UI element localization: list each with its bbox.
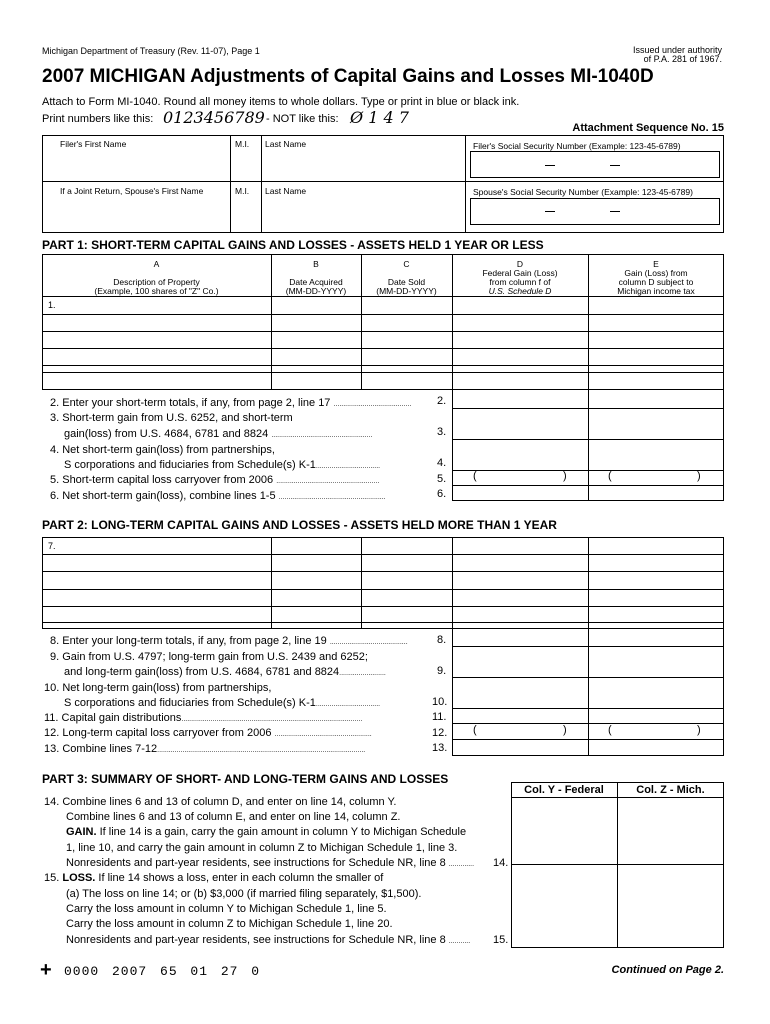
col-d-desc-2: from column f of: [489, 277, 551, 287]
line-12-e-close-paren: ): [697, 724, 701, 736]
line-9a-text: 9. Gain from U.S. 4797; long-term gain from U.S. 2439 and 6252;: [50, 651, 368, 663]
attachment-sequence: Attachment Sequence No. 15: [572, 122, 724, 134]
col-a-letter: A: [153, 259, 160, 269]
form-title: 2007 MICHIGAN Adjustments of Capital Gains and Losses MI-1040D: [42, 66, 654, 87]
spouse-mi-label: M.I.: [235, 186, 250, 196]
line-9b-text: and long-term gain(loss) from U.S. 4684, 6781 and 8824........................: [64, 666, 386, 678]
line-10a-text: 10. Net long-term gain(loss) from partnerships,: [44, 682, 272, 694]
part2-table: [42, 537, 724, 629]
part3-heading: PART 3: SUMMARY OF SHORT- AND LONG-TERM GAINS AND LOSSES: [42, 772, 449, 786]
line-6-text: 6. Net short-term gain(loss), combine lines 1-5 .......................................................: [50, 490, 386, 502]
line-3b-text: gain(loss) from U.S. 4684, 6781 and 8824 ....................................................: [64, 428, 373, 440]
line-15b-text: (a) The loss on line 14; or (b) $3,000 (if married filing separately, $1,500).: [66, 888, 422, 900]
continued-note: Continued on Page 2.: [611, 964, 724, 976]
line-4-number: 4.: [437, 457, 447, 469]
line-5-e-close-paren: ): [697, 470, 701, 482]
line-15a-text: 15. LOSS. If line 14 shows a loss, enter in each column the smaller of: [44, 872, 384, 884]
line-12-text: 12. Long-term capital loss carryover from 2006 ..................................................: [44, 727, 372, 739]
col-d-desc-3: U.S. Schedule D: [488, 286, 552, 296]
department-line: Michigan Department of Treasury (Rev. 11-07), Page 1: [42, 46, 260, 56]
spouse-ssn-field[interactable]: [470, 198, 720, 225]
spouse-last-name-label: Last Name: [265, 186, 307, 196]
sample-good-digits: 0123456789: [163, 108, 265, 127]
line-4b-text: S corporations and fiduciaries from Schedule(s) K-1.................................: [64, 459, 381, 471]
line-8-number: 8.: [437, 634, 447, 646]
col-e-desc-1: Gain (Loss) from: [624, 268, 688, 278]
line-12-d-open-paren: (: [473, 724, 477, 736]
instructions: Attach to Form MI-1040. Round all money items to whole dollars. Type or print in blue or black ink.: [42, 96, 520, 108]
col-z-header: Col. Z - Mich.: [636, 784, 705, 796]
line-1-label: 1.: [48, 300, 56, 310]
filer-last-name-label: Last Name: [265, 139, 307, 149]
line-14a-text: 14. Combine lines 6 and 13 of column D, and enter on line 14, column Y.: [44, 796, 397, 808]
line-14d-text: 1, line 10, and carry the gain amount in column Z to Michigan Schedule 1, line 3.: [66, 842, 458, 854]
col-c-desc-1: Date Sold: [387, 277, 426, 287]
col-b-desc-2: (MM-DD-YYYY): [285, 286, 347, 296]
line-14-number: 14.: [493, 857, 509, 869]
line-10b-text: S corporations and fiduciaries from Schedule(s) K-1.................................: [64, 697, 381, 709]
col-y-header: Col. Y - Federal: [524, 784, 604, 796]
line-9-number: 9.: [437, 665, 447, 677]
line-7-label: 7.: [48, 541, 56, 551]
line-4a-text: 4. Net short-term gain(loss) from partnerships,: [50, 444, 275, 456]
line-15e-text: Nonresidents and part-year residents, see instructions for Schedule NR, line 8 ...........: [66, 934, 471, 946]
authority-line-2: of P.A. 281 of 1967.: [643, 54, 722, 64]
line-3a-text: 3. Short-term gain from U.S. 6252, and short-term: [50, 412, 293, 424]
col-e-desc-3: Michigan income tax: [617, 286, 695, 296]
line-14c-text: GAIN. If line 14 is a gain, carry the gain amount in column Y to Michigan Schedule: [66, 826, 467, 838]
filer-ssn-label: Filer's Social Security Number (Example: 123-45-6789): [473, 141, 681, 151]
col-e-desc-2: column D subject to: [618, 277, 694, 287]
col-e-letter: E: [653, 259, 659, 269]
line-2-text: 2. Enter your short-term totals, if any, from page 2, line 17 ........................................: [50, 397, 412, 409]
filer-first-name-label: Filer's First Name: [60, 139, 127, 149]
line-15-number: 15.: [493, 934, 509, 946]
line-15c-text: Carry the loss amount in column Y to Michigan Schedule 1, line 5.: [66, 903, 387, 915]
col-c-desc-2: (MM-DD-YYYY): [376, 286, 437, 296]
form-code: 0000 2007 65 01 27 0: [64, 964, 261, 979]
line-12-number: 12.: [432, 727, 448, 739]
line-11-text: 11. Capital gain distributions.............................................................................................: [44, 712, 363, 724]
line-13-number: 13.: [432, 742, 448, 754]
line-15d-text: Carry the loss amount in column Z to Michigan Schedule 1, line 20.: [66, 918, 393, 930]
spouse-ssn-label: Spouse's Social Security Number (Example: 123-45-6789): [473, 187, 693, 197]
line-8-text: 8. Enter your long-term totals, if any, from page 2, line 19 ........................................: [50, 635, 408, 647]
line-12-e-open-paren: (: [608, 724, 612, 736]
col-d-desc-1: Federal Gain (Loss): [482, 268, 558, 278]
sample-bad-digits: Ø 1 4 7: [350, 108, 409, 127]
line-2-number: 2.: [437, 395, 447, 407]
line-14b-text: Combine lines 6 and 13 of column E, and enter on line 14, column Z.: [66, 811, 401, 823]
part1-heading: PART 1: SHORT-TERM CAPITAL GAINS AND LOSSES - ASSETS HELD 1 YEAR OR LESS: [42, 238, 544, 252]
authority-line-1: Issued under authority: [632, 45, 722, 55]
line-5-d-open-paren: (: [473, 470, 477, 482]
line-14e-text: Nonresidents and part-year residents, see instructions for Schedule NR, line 8 .............: [66, 857, 475, 869]
line-5-d-close-paren: ): [563, 470, 567, 482]
line-3-number: 3.: [437, 426, 447, 438]
col-b-desc-1: Date Acquired: [289, 277, 343, 287]
line-5-text: 5. Short-term capital loss carryover from 2006 .....................................................: [50, 474, 380, 486]
col-a-desc-1: Description of Property: [113, 277, 200, 287]
col-a-desc-2: (Example, 100 shares of "Z" Co.): [94, 286, 219, 296]
line-12-d-close-paren: ): [563, 724, 567, 736]
line-5-e-open-paren: (: [608, 470, 612, 482]
spouse-first-name-label: If a Joint Return, Spouse's First Name: [60, 186, 204, 196]
col-b-letter: B: [313, 259, 319, 269]
print-like-label: Print numbers like this:: [42, 113, 154, 125]
not-like-label: - NOT like this:: [266, 113, 339, 125]
line-10-number: 10.: [432, 696, 448, 708]
part2-heading: PART 2: LONG-TERM CAPITAL GAINS AND LOSSES - ASSETS HELD MORE THAN 1 YEAR: [42, 518, 557, 532]
filer-mi-label: M.I.: [235, 139, 250, 149]
line-11-number: 11.: [432, 711, 447, 723]
plus-icon: +: [40, 959, 52, 981]
col-c-letter: C: [403, 259, 410, 269]
col-d-letter: D: [516, 259, 524, 269]
line-6-number: 6.: [437, 488, 447, 500]
line-5-number: 5.: [437, 473, 447, 485]
line-13-text: 13. Combine lines 7-12...........................................................................................................: [44, 743, 366, 755]
filer-ssn-field[interactable]: [470, 151, 720, 178]
